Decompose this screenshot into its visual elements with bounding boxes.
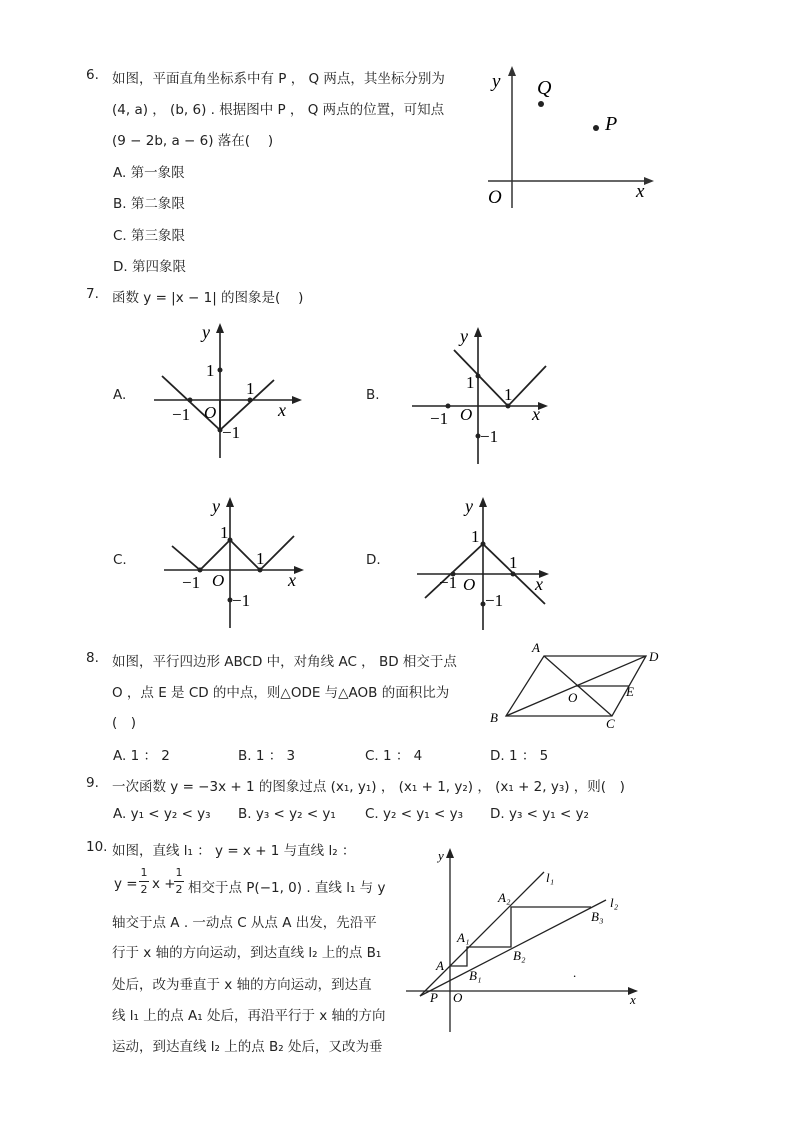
point-p <box>593 125 599 131</box>
svg-text:1: 1 <box>466 373 475 392</box>
svg-text:P: P <box>430 990 438 1005</box>
coordinate-figure <box>478 60 658 215</box>
svg-text:O: O <box>463 575 476 594</box>
svg-text:B₃: B₃ <box>591 909 604 924</box>
svg-text:−1: −1 <box>485 591 504 610</box>
question-text: 如图，直线 l₁ ： y = x + 1 与直线 l₂ ： <box>112 843 356 859</box>
question-text: 轴交于点 A . 一动点 C 从点 A 出发，先沿平 <box>112 915 377 931</box>
option-b[interactable]: B. 1 ： 3 <box>238 748 296 764</box>
svg-text:l₁: l₁ <box>546 870 555 885</box>
svg-text:A: A <box>436 958 444 973</box>
graph-d <box>413 492 573 632</box>
svg-text:O: O <box>568 690 578 705</box>
option-c[interactable]: C. <box>113 552 127 568</box>
svg-text:A₂: A₂ <box>498 890 511 905</box>
svg-text:x: x <box>535 574 543 594</box>
question-text: O ，点 E 是 CD 的中点，则△ODE 与△AOB 的面积比为 <box>112 685 450 701</box>
question-text: 行于 x 轴的方向运动，到达直线 l₂ 上的点 B₁ <box>112 945 382 961</box>
origin-label: O <box>488 187 502 208</box>
svg-text:E: E <box>626 684 634 699</box>
parallelogram-figure <box>486 636 676 736</box>
option-c[interactable]: C. y₂ < y₁ < y₃ <box>365 806 464 822</box>
svg-text:O: O <box>460 405 473 424</box>
svg-text:B₁: B₁ <box>469 968 482 983</box>
svg-text:−1: −1 <box>182 573 201 592</box>
svg-text:y: y <box>460 326 468 346</box>
svg-text:O: O <box>212 571 225 590</box>
svg-text:−1: −1 <box>480 427 499 446</box>
svg-text:1: 1 <box>246 379 255 398</box>
svg-text:1: 1 <box>256 549 265 568</box>
point-label-q: Q <box>537 77 552 99</box>
option-c[interactable]: C. 第三象限 <box>113 228 186 244</box>
svg-text:x: x <box>278 400 286 420</box>
option-b[interactable]: B. <box>366 387 380 403</box>
option-b[interactable]: B. 第二象限 <box>113 196 185 212</box>
option-c[interactable]: C. 1 ： 4 <box>365 748 423 764</box>
option-b[interactable]: B. y₃ < y₂ < y₁ <box>238 806 336 822</box>
svg-text:y: y <box>438 848 444 863</box>
graph-a <box>150 318 310 463</box>
svg-text:−1: −1 <box>430 409 449 428</box>
svg-text:y: y <box>465 496 473 516</box>
point-q <box>538 101 544 107</box>
option-d[interactable]: D. <box>366 552 381 568</box>
svg-text:−1: −1 <box>222 423 241 442</box>
svg-text:A: A <box>532 640 540 655</box>
svg-text:D: D <box>649 649 659 664</box>
question-text: 运动，到达直线 l₂ 上的点 B₂ 处后，又改为垂 <box>112 1039 383 1055</box>
graph-b <box>408 322 568 467</box>
question-number: 8. <box>86 650 99 666</box>
question-text: 函数 y = |x − 1| 的图象是( ) <box>112 290 304 306</box>
svg-text:x: x <box>532 404 540 424</box>
option-d[interactable]: D. 第四象限 <box>113 259 186 275</box>
svg-text:y: y <box>202 322 210 342</box>
lines-figure <box>398 842 648 1037</box>
question-text: (4, a) ， (b, 6) . 根据图中 P ， Q 两点的位置，可知点 <box>112 102 445 118</box>
svg-text:x: x <box>630 992 636 1007</box>
svg-text:1: 1 <box>509 553 518 572</box>
question-text: 处后，改为垂直于 x 轴的方向运动，到达直 <box>112 977 372 993</box>
question-number: 7. <box>86 286 99 302</box>
question-text: 如图，平行四边形 ABCD 中，对角线 AC ， BD 相交于点 <box>112 654 457 670</box>
question-number: 10. <box>86 839 108 855</box>
svg-text:x: x <box>288 570 296 590</box>
point-label-p: P <box>605 113 618 135</box>
question-text: 线 l₁ 上的点 A₁ 处后，再沿平行于 x 轴的方向 <box>112 1008 386 1024</box>
question-text: 如图，平面直角坐标系中有 P ， Q 两点，其坐标分别为 <box>112 71 445 87</box>
svg-text:O: O <box>204 403 217 422</box>
question-text: (9 − 2b, a − 6) 落在( ) <box>112 133 274 149</box>
axis-label-y: y <box>492 71 501 92</box>
svg-text:O: O <box>453 990 463 1005</box>
option-a[interactable]: A. 第一象限 <box>113 165 185 181</box>
svg-text:1: 1 <box>206 361 215 380</box>
svg-text:C: C <box>606 716 615 731</box>
graph-c <box>160 492 320 632</box>
question-text: 一次函数 y = −3x + 1 的图象过点 (x₁, y₁) ， (x₁ + 1, y₂) ， (x₁ + 2, y₃) ，则( ) <box>112 779 625 795</box>
svg-text:−1: −1 <box>172 405 191 424</box>
svg-text:y: y <box>212 496 220 516</box>
option-d[interactable]: D. 1 ： 5 <box>490 748 549 764</box>
axis-label-x: x <box>636 181 645 202</box>
option-a[interactable]: A. <box>113 387 127 403</box>
svg-text:B₂: B₂ <box>513 948 526 963</box>
svg-text:B: B <box>490 710 498 725</box>
question-text: ( ) <box>112 715 137 731</box>
option-d[interactable]: D. y₃ < y₁ < y₂ <box>490 806 589 822</box>
svg-text:−1: −1 <box>232 591 251 610</box>
svg-text:1: 1 <box>220 523 229 542</box>
question-number: 6. <box>86 67 99 83</box>
svg-text:l₂: l₂ <box>610 895 619 910</box>
svg-text:1: 1 <box>471 527 480 546</box>
svg-text:1: 1 <box>504 385 513 404</box>
svg-text:−1: −1 <box>439 573 458 592</box>
svg-text:.: . <box>573 965 577 980</box>
svg-text:A₁: A₁ <box>457 930 470 945</box>
question-number: 9. <box>86 775 99 791</box>
option-a[interactable]: A. 1 ： 2 <box>113 748 170 764</box>
option-a[interactable]: A. y₁ < y₂ < y₃ <box>113 806 211 822</box>
